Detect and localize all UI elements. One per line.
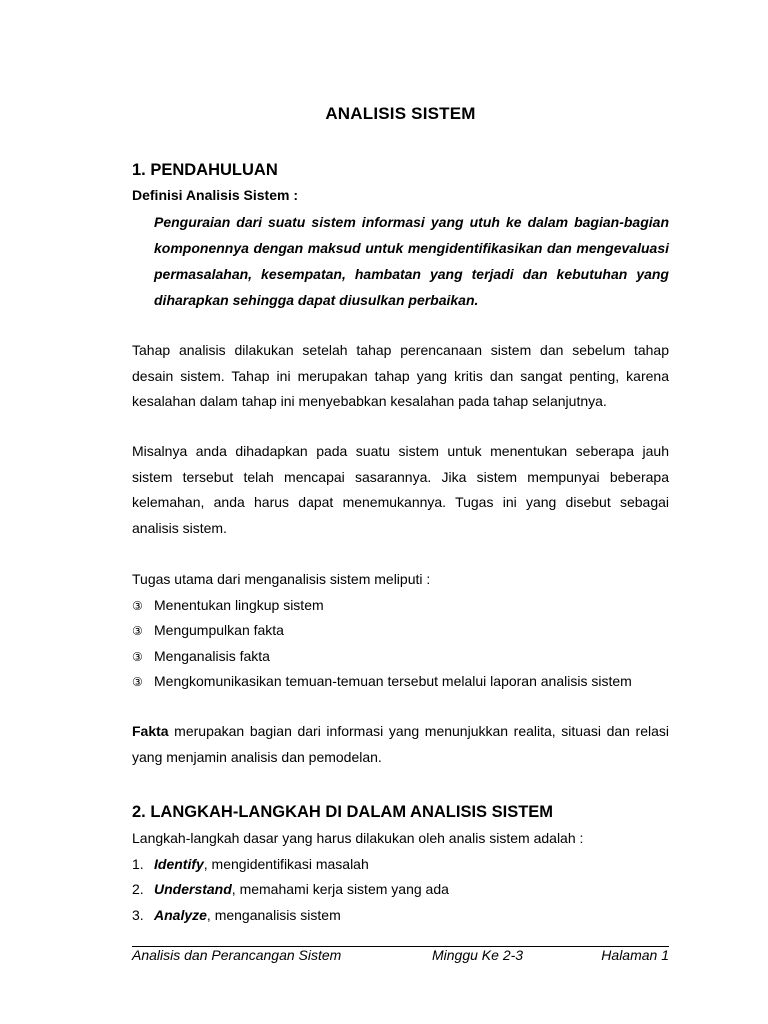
step-description: , memahami kerja sistem yang ada [231,881,449,897]
list-item [132,673,632,689]
circled-three-bullet-icon: ③ [132,624,143,638]
list-item-text: Mengkomunikasikan temuan-temuan tersebut melalui laporan analisis sistem [154,673,632,689]
list-item-text: Menganalisis fakta [154,648,270,664]
fakta-term: Fakta [132,723,169,739]
step-keyword: Analyze [154,907,207,923]
list-item [132,597,324,613]
footer-week: Minggu Ke 2-3 [432,947,524,963]
paragraph-misalnya: Misalnya anda dihadapkan pada suatu sistem untuk menentukan seberapa jauh sistem tersebut telah mencapai sasarannya. Jika sistem mempunyai beberapa kelemahan, anda harus dapat menemukannya. Tugas ini yang disebut sebagai analisis sistem. [132,443,669,536]
circled-three-bullet-icon: ③ [132,599,143,613]
step-description: , menganalisis sistem [206,907,341,923]
definition-label: Definisi Analisis Sistem : [132,187,298,203]
list-item-text: Menentukan lingkup sistem [154,597,324,613]
list-item [132,622,284,638]
section-heading-pendahuluan: 1. PENDAHULUAN [132,161,278,179]
definition-text: Penguraian dari suatu sistem informasi yang utuh ke dalam bagian-bagian komponennya dengan maksud untuk mengidentifikasikan dan mengevaluasi permasalahan, kesempatan, hambatan yang terjadi dan kebutuhan yang diharapkan sehingga dapat diusulkan perbaikan. [154,214,669,308]
tasks-intro: Tugas utama dari menganalisis sistem meliputi : [132,571,431,587]
step-keyword: Understand [154,881,232,897]
list-item-text: Mengumpulkan fakta [154,622,284,638]
list-item [132,648,270,664]
list-item [132,881,449,897]
list-number: 3. [132,907,144,923]
section-heading-langkah: 2. LANGKAH-LANGKAH DI DALAM ANALISIS SISTEM [132,803,554,821]
paragraph-tahap-analisis: Tahap analisis dilakukan setelah tahap perencanaan sistem dan sebelum tahap desain sistem. Tahap ini merupakan tahap yang kritis dan sangat penting, karena kesalahan dalam tahap ini menyebabkan kesalahan pada tahap selanjutnya. [132,342,669,409]
list-number: 1. [132,856,144,872]
footer-course-title: Analisis dan Perancangan Sistem [132,947,342,963]
fakta-definition: merupakan bagian dari informasi yang menunjukkan realita, situasi dan relasi yang menjamin analisis dan pemodelan. [132,723,669,765]
list-item [132,856,369,872]
step-keyword: Identify [154,856,204,872]
list-number: 2. [132,881,144,897]
paragraph-fakta [132,719,669,770]
document-page [132,0,669,1024]
page-title: ANALISIS SISTEM [325,104,476,123]
circled-three-bullet-icon: ③ [132,675,143,689]
step-description: , mengidentifikasi masalah [203,856,369,872]
list-item [132,907,341,923]
footer-page-number: Halaman 1 [601,947,669,963]
circled-three-bullet-icon: ③ [132,650,143,664]
steps-intro: Langkah-langkah dasar yang harus dilakukan oleh analis sistem adalah : [132,830,584,846]
